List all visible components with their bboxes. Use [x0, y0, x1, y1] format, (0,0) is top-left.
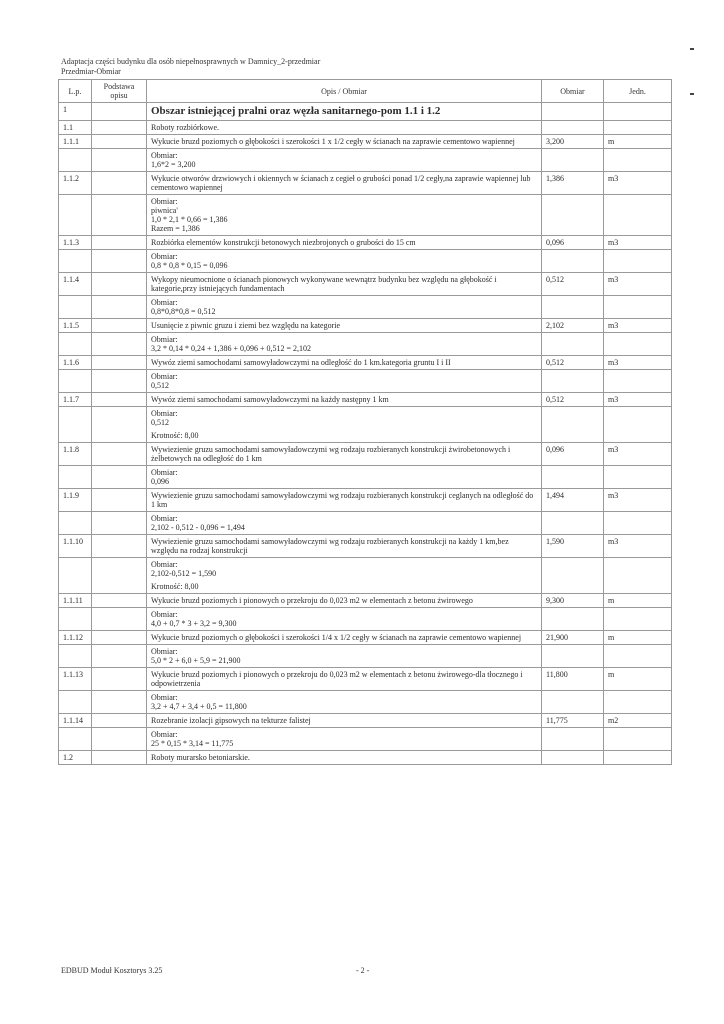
description-cell: Wykopy nieumocnione o ścianach pionowych wykonywane wewnątrz budynku bez względu na głębokość i kategorie,przy istniejących fundamentach [147, 273, 542, 296]
lp-cell: 1.1.2 [59, 172, 92, 195]
column-header-basis: Podstawa opisu [92, 80, 147, 103]
basis-cell [92, 195, 147, 236]
unit-cell [604, 121, 672, 135]
item-row [59, 356, 672, 370]
calculation-formula: 0,8 * 0,8 * 0,15 = 0,096 [151, 261, 228, 270]
basis-cell [92, 594, 147, 608]
quantity-cell: 0,096 [542, 236, 604, 250]
basis-cell [92, 714, 147, 728]
unit-cell [604, 608, 672, 631]
basis-cell [92, 668, 147, 691]
lp-cell: 1.1.12 [59, 631, 92, 645]
calculation-label: Obmiar: [151, 514, 178, 523]
calculation-formula: 4,0 + 0,7 * 3 + 3,2 = 9,300 [151, 619, 237, 628]
lp-cell [59, 691, 92, 714]
calculation-row [59, 691, 672, 714]
calculation-label: Obmiar: [151, 372, 178, 381]
quantity-cell [542, 751, 604, 765]
basis-cell [92, 645, 147, 668]
item-row [59, 443, 672, 466]
basis-cell [92, 558, 147, 594]
description-cell: Usunięcie z piwnic gruzu i ziemi bez względu na kategorie [147, 319, 542, 333]
basis-cell [92, 296, 147, 319]
basis-cell [92, 273, 147, 296]
basis-cell [92, 149, 147, 172]
quantity-cell: 11,800 [542, 668, 604, 691]
lp-cell [59, 608, 92, 631]
unit-cell [604, 195, 672, 236]
quantity-cell [542, 149, 604, 172]
quantity-cell [542, 728, 604, 751]
basis-cell [92, 172, 147, 195]
lp-cell: 1 [59, 103, 92, 121]
basis-cell [92, 466, 147, 489]
document-subtitle: Przedmiar-Obmiar [61, 67, 121, 76]
calculation-formula: 2,102-0,512 = 1,590 [151, 569, 217, 578]
calculation-label: Obmiar: [151, 409, 178, 418]
lp-cell [59, 149, 92, 172]
calculation-formula: piwnica' 1,0 * 2,1 * 0,66 = 1,386 Razem = 1,386 [151, 206, 228, 233]
calculation-row [59, 296, 672, 319]
description-cell: Wywóz ziemi samochodami samowyładowczymi na odległość do 1 km.kategoria gruntu I i II [147, 356, 542, 370]
quantity-cell [542, 512, 604, 535]
page-number: - 2 - [356, 966, 370, 975]
basis-cell [92, 333, 147, 356]
calculation-label: Obmiar: [151, 335, 178, 344]
calculation-cell [147, 195, 542, 236]
unit-cell [604, 149, 672, 172]
description-cell: Wywiezienie gruzu samochodami samowyładowczymi wg rodzaju rozbieranych konstrukcji żwirobetonowych i żelbetowych na odległość do 1 km [147, 443, 542, 466]
calculation-row [59, 558, 672, 594]
quantity-cell: 0,512 [542, 273, 604, 296]
lp-cell: 1.1.6 [59, 356, 92, 370]
calculation-formula: 3,2 + 4,7 + 3,4 + 0,5 = 11,800 [151, 702, 247, 711]
quantity-cell: 1,590 [542, 535, 604, 558]
calculation-formula: 3,2 * 0,14 * 0,24 + 1,386 + 0,096 + 0,512 = 2,102 [151, 344, 312, 353]
lp-cell [59, 407, 92, 443]
basis-cell [92, 489, 147, 512]
calculation-cell [147, 728, 542, 751]
item-row [59, 393, 672, 407]
calculation-cell [147, 250, 542, 273]
description-cell: Wykucie bruzd poziomych i pionowych o przekroju do 0,023 m2 w elementach z betonu żwirowego-dla tłocznego i odpowietrzenia [147, 668, 542, 691]
lp-cell: 1.1 [59, 121, 92, 135]
calculation-cell [147, 149, 542, 172]
section-row [59, 103, 672, 121]
unit-cell [604, 296, 672, 319]
group-row [59, 751, 672, 765]
description-cell: Wywóz ziemi samochodami samowyładowczymi na każdy następny 1 km [147, 393, 542, 407]
calculation-row [59, 407, 672, 443]
calculation-row [59, 195, 672, 236]
calculation-cell [147, 608, 542, 631]
item-row [59, 631, 672, 645]
unit-cell: m3 [604, 393, 672, 407]
lp-cell: 1.1.11 [59, 594, 92, 608]
quantity-cell: 1,386 [542, 172, 604, 195]
unit-cell [604, 512, 672, 535]
calculation-label: Obmiar: [151, 560, 178, 569]
quantity-cell [542, 466, 604, 489]
quantity-cell: 0,512 [542, 393, 604, 407]
quantity-cell [542, 195, 604, 236]
lp-cell: 1.1.9 [59, 489, 92, 512]
calculation-cell [147, 691, 542, 714]
description-cell: Wykucie bruzd poziomych i pionowych o przekroju do 0,023 m2 w elementach z betonu żwirowego [147, 594, 542, 608]
lp-cell: 1.1.7 [59, 393, 92, 407]
quantity-cell [542, 121, 604, 135]
unit-cell: m3 [604, 236, 672, 250]
basis-cell [92, 535, 147, 558]
lp-cell [59, 512, 92, 535]
calculation-cell [147, 296, 542, 319]
unit-cell [604, 728, 672, 751]
unit-cell: m3 [604, 273, 672, 296]
unit-cell [604, 558, 672, 594]
basis-cell [92, 691, 147, 714]
calculation-formula: 5,0 * 2 + 6,0 + 5,9 = 21,900 [151, 656, 241, 665]
unit-cell [604, 250, 672, 273]
description-cell: Wykucie otworów drzwiowych i okiennych w ścianach z cegieł o grubości ponad 1/2 cegły,na zaprawie wapiennej lub cementowo wapiennej [147, 172, 542, 195]
calculation-row [59, 370, 672, 393]
group-row [59, 121, 672, 135]
description-cell: Wywiezienie gruzu samochodami samowyładowczymi wg rodzaju rozbieranych konstrukcji na każdy 1 km,bez względu na rodzaj konstrukcji [147, 535, 542, 558]
calculation-label: Obmiar: [151, 647, 178, 656]
basis-cell [92, 250, 147, 273]
item-row [59, 668, 672, 691]
quantity-cell: 1,494 [542, 489, 604, 512]
calculation-formula: 2,102 - 0,512 - 0,096 = 1,494 [151, 523, 245, 532]
calculation-formula: 0,512 [151, 381, 169, 390]
quantity-cell [542, 691, 604, 714]
item-row [59, 594, 672, 608]
item-row [59, 172, 672, 195]
basis-cell [92, 135, 147, 149]
unit-cell: m [604, 668, 672, 691]
lp-cell [59, 728, 92, 751]
description-cell: Wykucie bruzd poziomych o głębokości i szerokości 1/4 x 1/2 cegły w ścianach na zaprawie cementowo wapiennej [147, 631, 542, 645]
calculation-row [59, 250, 672, 273]
unit-cell [604, 333, 672, 356]
description-cell: Rozbiórka elementów konstrukcji betonowych niezbrojonych o grubości do 15 cm [147, 236, 542, 250]
lp-cell [59, 558, 92, 594]
column-header-lp: L.p. [59, 80, 92, 103]
lp-cell: 1.1.4 [59, 273, 92, 296]
calculation-label: Obmiar: [151, 730, 178, 739]
lp-cell: 1.1.8 [59, 443, 92, 466]
item-row [59, 236, 672, 250]
column-header-quantity: Obmiar [542, 80, 604, 103]
calculation-row [59, 608, 672, 631]
quantity-cell [542, 645, 604, 668]
calculation-cell [147, 466, 542, 489]
unit-cell [604, 407, 672, 443]
calculation-label: Obmiar: [151, 610, 178, 619]
basis-cell [92, 407, 147, 443]
scan-edge-mark [690, 93, 694, 95]
unit-cell [604, 751, 672, 765]
quantity-cell: 3,200 [542, 135, 604, 149]
item-row [59, 273, 672, 296]
quantity-cell: 0,512 [542, 356, 604, 370]
unit-cell: m3 [604, 356, 672, 370]
unit-cell [604, 103, 672, 121]
multiplier-note: Krotność: 8,00 [151, 582, 199, 591]
lp-cell [59, 195, 92, 236]
calculation-formula: 25 * 0,15 * 3,14 = 11,775 [151, 739, 234, 748]
lp-cell [59, 370, 92, 393]
calculation-formula: 0,8*0,8*0,8 = 0,512 [151, 307, 216, 316]
quantity-cell [542, 103, 604, 121]
calculation-row [59, 333, 672, 356]
quantity-cell [542, 608, 604, 631]
description-cell: Wywiezienie gruzu samochodami samowyładowczymi wg rodzaju rozbieranych konstrukcji ceglanych na odległość do 1 km [147, 489, 542, 512]
item-row [59, 489, 672, 512]
item-row [59, 535, 672, 558]
calculation-cell [147, 333, 542, 356]
quantity-cell: 2,102 [542, 319, 604, 333]
basis-cell [92, 236, 147, 250]
calculation-cell [147, 512, 542, 535]
lp-cell: 1.1.13 [59, 668, 92, 691]
quantity-cell: 9,300 [542, 594, 604, 608]
quantity-cell [542, 558, 604, 594]
unit-cell: m3 [604, 489, 672, 512]
lp-cell: 1.1.3 [59, 236, 92, 250]
calculation-label: Obmiar: [151, 298, 178, 307]
unit-cell: m3 [604, 319, 672, 333]
item-row [59, 319, 672, 333]
calculation-row [59, 645, 672, 668]
basis-cell [92, 103, 147, 121]
calculation-label: Obmiar: [151, 197, 178, 206]
basis-cell [92, 728, 147, 751]
multiplier-note: Krotność: 8,00 [151, 431, 199, 440]
quantity-cell [542, 370, 604, 393]
lp-cell: 1.1.14 [59, 714, 92, 728]
basis-cell [92, 356, 147, 370]
basis-cell [92, 370, 147, 393]
basis-cell [92, 393, 147, 407]
calculation-cell [147, 645, 542, 668]
bill-of-quantities-table [58, 79, 672, 765]
description-cell: Roboty murarsko betoniarskie. [147, 751, 542, 765]
software-footer: EDBUD Moduł Kosztorys 3.25 [61, 966, 163, 975]
unit-cell [604, 691, 672, 714]
quantity-cell: 0,096 [542, 443, 604, 466]
unit-cell: m2 [604, 714, 672, 728]
quantity-cell [542, 296, 604, 319]
lp-cell [59, 645, 92, 668]
quantity-cell [542, 250, 604, 273]
calculation-row [59, 466, 672, 489]
unit-cell: m3 [604, 535, 672, 558]
column-header-unit: Jedn. [604, 80, 672, 103]
scan-edge-mark [690, 48, 694, 50]
basis-cell [92, 512, 147, 535]
calculation-row [59, 149, 672, 172]
calculation-cell [147, 370, 542, 393]
calculation-cell [147, 407, 542, 443]
quantity-cell [542, 407, 604, 443]
basis-cell [92, 751, 147, 765]
unit-cell: m [604, 135, 672, 149]
lp-cell: 1.1.5 [59, 319, 92, 333]
unit-cell: m3 [604, 443, 672, 466]
calculation-label: Obmiar: [151, 468, 178, 477]
document-title: Adaptacja części budynku dla osób niepełnosprawnych w Damnicy_2-przedmiar [61, 57, 321, 66]
unit-cell [604, 645, 672, 668]
calculation-row [59, 728, 672, 751]
basis-cell [92, 121, 147, 135]
lp-cell [59, 333, 92, 356]
quantity-cell: 11,775 [542, 714, 604, 728]
table-body [59, 103, 672, 765]
calculation-formula: 0,096 [151, 477, 169, 486]
basis-cell [92, 608, 147, 631]
description-cell: Roboty rozbiórkowe. [147, 121, 542, 135]
lp-cell: 1.2 [59, 751, 92, 765]
unit-cell [604, 370, 672, 393]
section-title: Obszar istniejącej pralni oraz węzła sanitarnego-pom 1.1 i 1.2 [147, 103, 542, 121]
unit-cell [604, 466, 672, 489]
calculation-formula: 0,512 [151, 418, 169, 427]
column-header-description: Opis / Obmiar [147, 80, 542, 103]
basis-cell [92, 631, 147, 645]
description-cell: Rozebranie izolacji gipsowych na tekturze falistej [147, 714, 542, 728]
calculation-cell [147, 558, 542, 594]
calculation-label: Obmiar: [151, 693, 178, 702]
basis-cell [92, 443, 147, 466]
lp-cell [59, 466, 92, 489]
item-row [59, 714, 672, 728]
calculation-label: Obmiar: [151, 151, 178, 160]
lp-cell: 1.1.1 [59, 135, 92, 149]
calculation-row [59, 512, 672, 535]
table-header-row [59, 80, 672, 103]
unit-cell: m3 [604, 172, 672, 195]
lp-cell [59, 250, 92, 273]
quantity-cell: 21,900 [542, 631, 604, 645]
quantity-cell [542, 333, 604, 356]
item-row [59, 135, 672, 149]
unit-cell: m [604, 594, 672, 608]
document-header [61, 57, 320, 77]
basis-cell [92, 319, 147, 333]
description-cell: Wykucie bruzd poziomych o głębokości i szerokości 1 x 1/2 cegły w ścianach na zaprawie cementowo wapiennej [147, 135, 542, 149]
unit-cell: m [604, 631, 672, 645]
calculation-formula: 1,6*2 = 3,200 [151, 160, 196, 169]
calculation-label: Obmiar: [151, 252, 178, 261]
lp-cell [59, 296, 92, 319]
lp-cell: 1.1.10 [59, 535, 92, 558]
